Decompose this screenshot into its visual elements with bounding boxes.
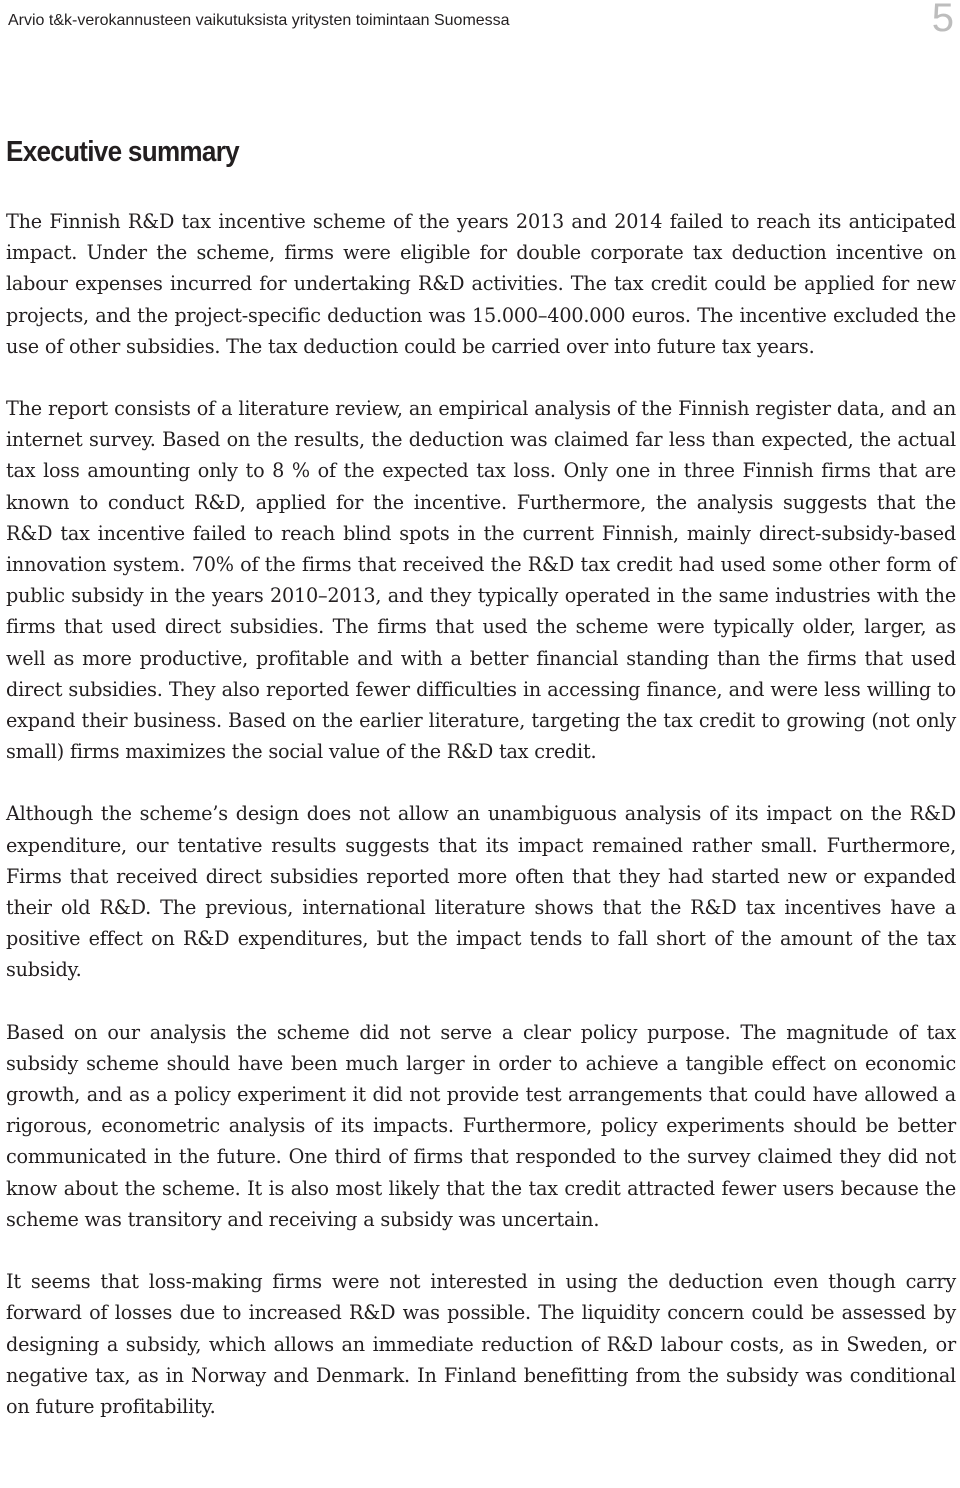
section-title: Executive summary	[6, 136, 239, 168]
paragraph-5: It seems that loss-making firms were not interested in using the deduction even though carry forward of losses due to increased R&D was possible. The liquidity concern could be assessed by designing a subsidy, which allows an immediate reduction of R&D labour costs, as in Sweden, or negative tax, as in Norway and Denmark. In Finland benefitting from the subsidy was conditional on future profitability.	[6, 1270, 956, 1418]
running-title: Arvio t&k-verokannusteen vaikutuksista yritysten toimintaan Suomessa	[8, 12, 510, 29]
paragraph-3: Although the scheme’s design does not allow an unambiguous analysis of its impact on the R&D expenditure, our tentative results suggests that its impact remained rather small. Furthermore, Firms that received direct subsidies reported more often that they had started new or expanded their old R&D. The previous, international literature shows that the R&D tax incentives have a positive effect on R&D expenditures, but the impact tends to fall short of the amount of the tax subsidy.	[6, 802, 956, 982]
paragraph-1: The Finnish R&D tax incentive scheme of the years 2013 and 2014 failed to reach its anticipated impact. Under the scheme, firms were eligible for double corporate tax deduction incentive on labour expenses incurred for undertaking R&D activities. The tax credit could be applied for new projects, and the project-specific deduction was 15.000–400.000 euros. The incentive excluded the use of other subsidies. The tax deduction could be carried over into future tax years.	[6, 210, 956, 358]
body-text	[6, 206, 956, 1422]
paragraph-4: Based on our analysis the scheme did not serve a clear policy purpose. The magnitude of tax subsidy scheme should have been much larger in order to achieve a tangible effect on economic growth, and as a policy experiment it did not provide test arrangements that could have allowed a rigorous, econometric analysis of its impacts. Furthermore, policy experiments should be better communicated in the future. One third of firms that responded to the survey claimed they did not know about the scheme. It is also most likely that the tax credit attracted fewer users because the scheme was transitory and receiving a subsidy was uncertain.	[6, 1020, 956, 1231]
page-number: 5	[931, 0, 954, 40]
paragraph-2: The report consists of a literature review, an empirical analysis of the Finnish register data, and an internet survey. Based on the results, the deduction was claimed far less than expected, the actual tax loss amounting only to 8 % of the expected tax loss. Only one in three Finnish firms that are known to conduct R&D, applied for the incentive. Furthermore, the analysis suggests that the R&D tax incentive failed to reach blind spots in the current Finnish, mainly direct-subsidy-based innovation system. 70% of the firms that received the R&D tax credit had used some other form of public subsidy in the years 2010–2013, and they typically operated in the same industries with the firms that used direct subsidies. The firms that used the scheme were typically older, larger, as well as more productive, profitable and with a better financial standing than the firms that used direct subsidies. They also reported fewer difficulties in accessing finance, and were less willing to expand their business. Based on the earlier literature, targeting the tax credit to growing (not only small) firms maximizes the social value of the R&D tax credit.	[6, 397, 956, 764]
page-header	[8, 0, 952, 44]
